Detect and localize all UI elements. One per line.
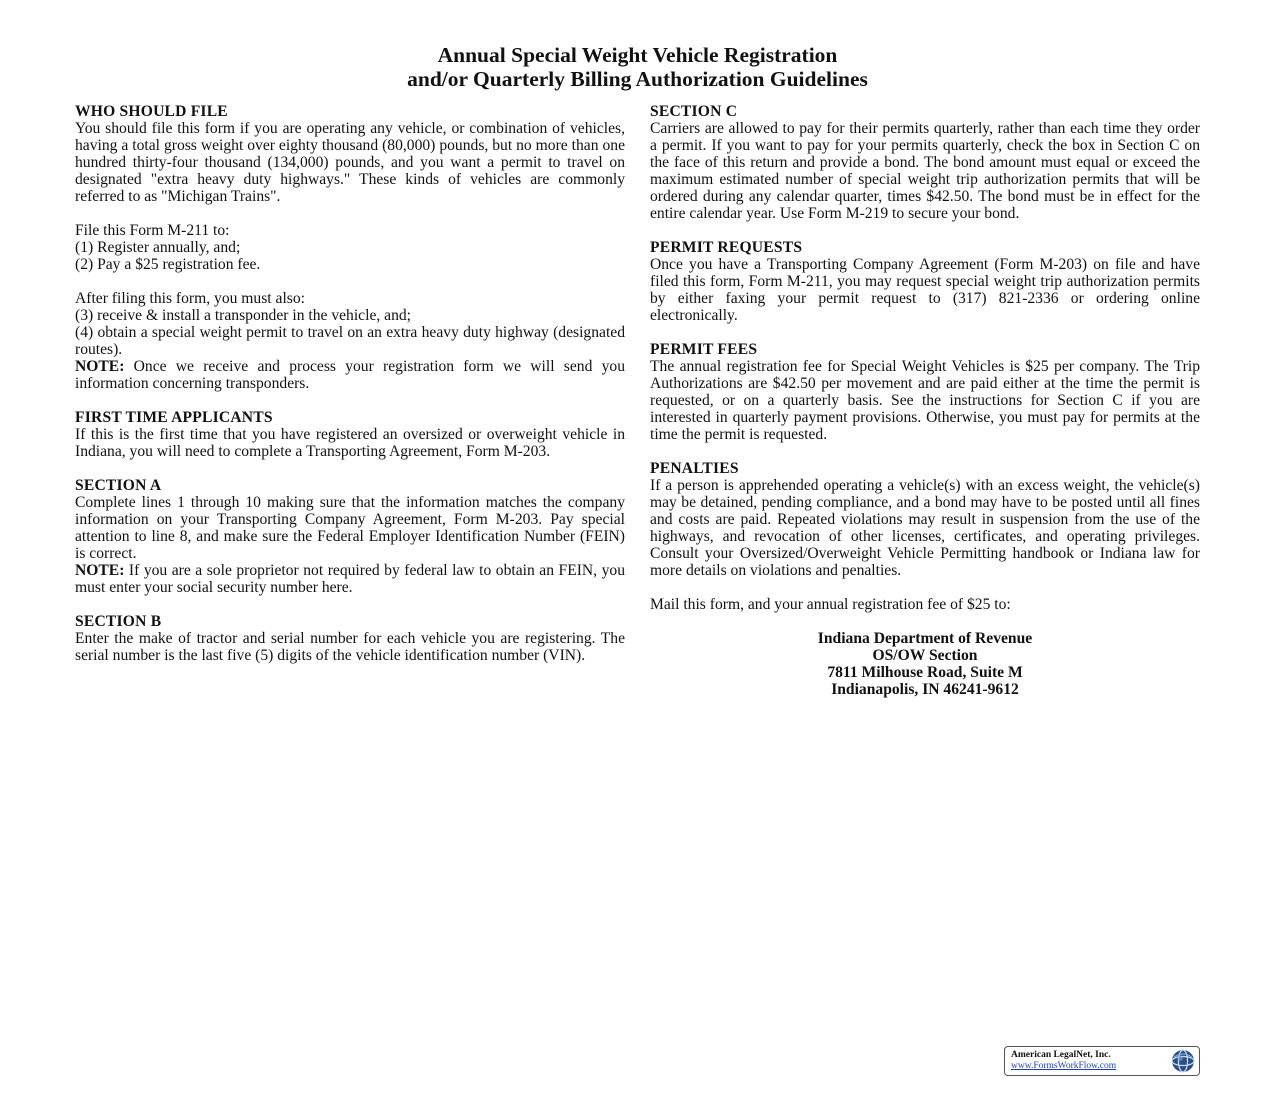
logo-website-link[interactable]: www.FormsWorkFlow.com <box>1011 1061 1117 1071</box>
after-item-4: (4) obtain a special weight permit to travel on an extra heavy duty highway (designated routes). <box>75 324 625 358</box>
permit-fees-text: The annual registration fee for Special Weight Vehicles is $25 per company. The Trip Authorizations are $42.50 per movement and are paid either at the time the permit is requested, or on a quarterly basis. See the instructions for Section C if you are interested in quarterly payment provisions. Otherwise, you must pay for permits at the time the permit is requested. <box>650 358 1200 443</box>
address-line: Indiana Department of Revenue <box>817 630 1033 647</box>
american-legalnet-logo <box>1004 1046 1200 1076</box>
note-label: NOTE: <box>75 562 125 579</box>
who-should-file-section <box>75 103 625 392</box>
who-should-file-heading: WHO SHOULD FILE <box>75 103 228 120</box>
who-should-file-text: You should file this form if you are operating any vehicle, or combination of vehicles, having a total gross weight over eighty thousand (80,000) pounds, but no more than one hundred thirty-four thousand (134,000) pounds, and you want a permit to travel on designated "extra heavy duty highways." These kinds of vehicles are commonly referred to as "Michigan Trains". <box>75 120 625 205</box>
globe-icon <box>1171 1049 1195 1073</box>
permit-requests-heading: PERMIT REQUESTS <box>650 239 803 256</box>
permit-fees-section <box>650 341 1200 443</box>
note-label: NOTE: <box>75 358 125 375</box>
title-line-2: and/or Quarterly Billing Authorization Guidelines <box>407 67 868 91</box>
section-c-heading: SECTION C <box>650 103 738 120</box>
left-column <box>75 103 625 681</box>
section-a-text: Complete lines 1 through 10 making sure that the information matches the company information on your Transporting Company Agreement, Form M-203. Pay special attention to line 8, and make sure the Federal Employer Identification Number (FEIN) is correct. <box>75 494 625 562</box>
penalties-text: If a person is apprehended operating a vehicle(s) with an excess weight, the vehicle(s) may be detained, pending compliance, and a bond may have to be posted until all fines and costs are paid. Repeated violations may result in suspension from the use of the highways, and revocation of other licenses, certificates, and operating privileges. Consult your Oversized/Overweight Vehicle Permitting handbook or Indiana law for more details on violations and penalties. <box>650 477 1200 579</box>
address-line: Indianapolis, IN 46241-9612 <box>831 681 1019 698</box>
logo-company-name: American LegalNet, Inc. <box>1011 1050 1111 1060</box>
section-a-note <box>75 562 625 596</box>
first-time-heading: FIRST TIME APPLICANTS <box>75 409 273 426</box>
mailing-address <box>650 630 1200 698</box>
permit-fees-heading: PERMIT FEES <box>650 341 758 358</box>
mail-instructions: Mail this form, and your annual registration fee of $25 to: <box>650 596 1011 613</box>
note-text: Once we receive and process your registration form we will send you information concerning transponders. <box>75 358 625 392</box>
note-text: If you are a sole proprietor not required by federal law to obtain an FEIN, you must enter your social security number here. <box>75 562 625 596</box>
section-b-text: Enter the make of tractor and serial number for each vehicle you are registering. The serial number is the last five (5) digits of the vehicle identification number (VIN). <box>75 630 625 664</box>
title-line-1: Annual Special Weight Vehicle Registration <box>437 43 838 67</box>
section-a <box>75 477 625 596</box>
page-title <box>0 43 1275 91</box>
after-intro: After filing this form, you must also: <box>75 290 305 307</box>
address-line: OS/OW Section <box>872 647 978 664</box>
section-b <box>75 613 625 664</box>
permit-requests-section <box>650 239 1200 324</box>
who-note <box>75 358 625 392</box>
mail-section <box>650 596 1200 698</box>
file-item-1: (1) Register annually, and; <box>75 239 241 256</box>
permit-requests-text: Once you have a Transporting Company Agreement (Form M-203) on file and have filed this form, Form M-211, you may request special weight trip authorization permits by either faxing your permit request to (317) 821-2336 or ordering online electronically. <box>650 256 1200 324</box>
section-a-heading: SECTION A <box>75 477 162 494</box>
file-intro: File this Form M-211 to: <box>75 222 230 239</box>
section-c <box>650 103 1200 222</box>
section-b-heading: SECTION B <box>75 613 162 630</box>
first-time-section <box>75 409 625 460</box>
penalties-section <box>650 460 1200 579</box>
address-line: 7811 Milhouse Road, Suite M <box>827 664 1023 681</box>
penalties-heading: PENALTIES <box>650 460 739 477</box>
section-c-text: Carriers are allowed to pay for their permits quarterly, rather than each time they order a permit. If you want to pay for your permits quarterly, check the box in Section C on the face of this return and provide a bond. The bond amount must equal or exceed the maximum estimated number of special weight trip authorization permits that will be ordered during any calendar quarter, times $42.50. The bond must be in effect for the entire calendar year. Use Form M-219 to secure your bond. <box>650 120 1200 222</box>
file-item-2: (2) Pay a $25 registration fee. <box>75 256 261 273</box>
right-column <box>650 103 1200 698</box>
first-time-text: If this is the first time that you have registered an oversized or overweight vehicle in Indiana, you will need to complete a Transporting Agreement, Form M-203. <box>75 426 625 460</box>
after-item-3: (3) receive & install a transponder in the vehicle, and; <box>75 307 412 324</box>
